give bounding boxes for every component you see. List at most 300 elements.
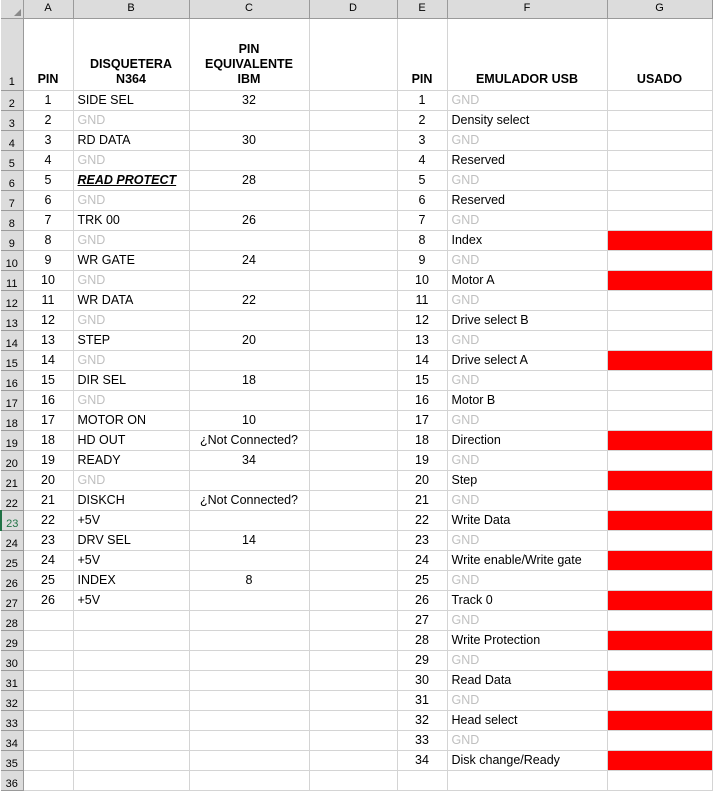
row-header-2[interactable]: 2 <box>1 90 23 110</box>
cell-a34[interactable] <box>23 730 73 750</box>
cell-f36[interactable] <box>447 770 607 790</box>
cell-e22[interactable]: 21 <box>397 490 447 510</box>
table-row[interactable] <box>1 210 712 230</box>
cell-g8[interactable] <box>607 210 712 230</box>
cell-b3[interactable]: GND <box>73 110 189 130</box>
cell-f34[interactable]: GND <box>447 730 607 750</box>
cell-c20[interactable]: 34 <box>189 450 309 470</box>
cell-c36[interactable] <box>189 770 309 790</box>
cell-e11[interactable]: 10 <box>397 270 447 290</box>
table-row[interactable] <box>1 290 712 310</box>
cell-c32[interactable] <box>189 690 309 710</box>
table-row[interactable] <box>1 350 712 370</box>
row-header-16[interactable]: 16 <box>1 370 23 390</box>
table-row[interactable] <box>1 330 712 350</box>
cell-g24[interactable] <box>607 530 712 550</box>
cell-d33[interactable] <box>309 710 397 730</box>
cell-b18[interactable]: MOTOR ON <box>73 410 189 430</box>
cell-a3[interactable]: 2 <box>23 110 73 130</box>
row-header-27[interactable]: 27 <box>1 590 23 610</box>
cell-a36[interactable] <box>23 770 73 790</box>
cell-a23[interactable]: 22 <box>23 510 73 530</box>
row-header-22[interactable]: 22 <box>1 490 23 510</box>
cell-g1[interactable]: USADO <box>607 18 712 90</box>
cell-a8[interactable]: 7 <box>23 210 73 230</box>
cell-e19[interactable]: 18 <box>397 430 447 450</box>
cell-e24[interactable]: 23 <box>397 530 447 550</box>
cell-a27[interactable]: 26 <box>23 590 73 610</box>
cell-f17[interactable]: Motor B <box>447 390 607 410</box>
cell-e1[interactable]: PIN <box>397 18 447 90</box>
cell-b28[interactable] <box>73 610 189 630</box>
table-row[interactable] <box>1 510 712 530</box>
cell-e35[interactable]: 34 <box>397 750 447 770</box>
cell-d28[interactable] <box>309 610 397 630</box>
cell-b15[interactable]: GND <box>73 350 189 370</box>
cell-d23[interactable] <box>309 510 397 530</box>
cell-c10[interactable]: 24 <box>189 250 309 270</box>
cell-e26[interactable]: 25 <box>397 570 447 590</box>
cell-a4[interactable]: 3 <box>23 130 73 150</box>
row-header-10[interactable]: 10 <box>1 250 23 270</box>
cell-e29[interactable]: 28 <box>397 630 447 650</box>
cell-g28[interactable] <box>607 610 712 630</box>
cell-e15[interactable]: 14 <box>397 350 447 370</box>
cell-e9[interactable]: 8 <box>397 230 447 250</box>
cell-a32[interactable] <box>23 690 73 710</box>
column-header-d[interactable]: D <box>309 0 397 18</box>
cell-a10[interactable]: 9 <box>23 250 73 270</box>
cell-f29[interactable]: Write Protection <box>447 630 607 650</box>
cell-b33[interactable] <box>73 710 189 730</box>
table-row[interactable] <box>1 130 712 150</box>
table-row[interactable] <box>1 190 712 210</box>
cell-b1[interactable]: DISQUETERA N364 <box>73 18 189 90</box>
cell-f19[interactable]: Direction <box>447 430 607 450</box>
cell-a33[interactable] <box>23 710 73 730</box>
cell-d36[interactable] <box>309 770 397 790</box>
cell-g5[interactable] <box>607 150 712 170</box>
row-header-23[interactable]: 23 <box>1 510 23 530</box>
cell-c6[interactable]: 28 <box>189 170 309 190</box>
row-header-6[interactable]: 6 <box>1 170 23 190</box>
cell-c14[interactable]: 20 <box>189 330 309 350</box>
cell-f25[interactable]: Write enable/Write gate <box>447 550 607 570</box>
cell-a25[interactable]: 24 <box>23 550 73 570</box>
cell-b23[interactable]: +5V <box>73 510 189 530</box>
row-header-26[interactable]: 26 <box>1 570 23 590</box>
row-header-25[interactable]: 25 <box>1 550 23 570</box>
cell-a9[interactable]: 8 <box>23 230 73 250</box>
cell-b25[interactable]: +5V <box>73 550 189 570</box>
cell-d9[interactable] <box>309 230 397 250</box>
cell-c25[interactable] <box>189 550 309 570</box>
cell-c19[interactable]: ¿Not Connected? <box>189 430 309 450</box>
column-header-c[interactable]: C <box>189 0 309 18</box>
cell-a14[interactable]: 13 <box>23 330 73 350</box>
table-row[interactable] <box>1 310 712 330</box>
cell-f5[interactable]: Reserved <box>447 150 607 170</box>
cell-d21[interactable] <box>309 470 397 490</box>
table-row[interactable] <box>1 250 712 270</box>
cell-d32[interactable] <box>309 690 397 710</box>
cell-a26[interactable]: 25 <box>23 570 73 590</box>
cell-e14[interactable]: 13 <box>397 330 447 350</box>
cell-b11[interactable]: GND <box>73 270 189 290</box>
row-header-19[interactable]: 19 <box>1 430 23 450</box>
cell-c24[interactable]: 14 <box>189 530 309 550</box>
cell-e13[interactable]: 12 <box>397 310 447 330</box>
cell-g19[interactable] <box>607 430 712 450</box>
cell-b31[interactable] <box>73 670 189 690</box>
table-row[interactable] <box>1 610 712 630</box>
cell-c16[interactable]: 18 <box>189 370 309 390</box>
cell-b16[interactable]: DIR SEL <box>73 370 189 390</box>
cell-f21[interactable]: Step <box>447 470 607 490</box>
cell-a1[interactable]: PIN <box>23 18 73 90</box>
cell-b17[interactable]: GND <box>73 390 189 410</box>
cell-d14[interactable] <box>309 330 397 350</box>
cell-e25[interactable]: 24 <box>397 550 447 570</box>
cell-c3[interactable] <box>189 110 309 130</box>
cell-g11[interactable] <box>607 270 712 290</box>
cell-a11[interactable]: 10 <box>23 270 73 290</box>
table-row[interactable] <box>1 590 712 610</box>
row-header-8[interactable]: 8 <box>1 210 23 230</box>
column-header-b[interactable]: B <box>73 0 189 18</box>
row-header-17[interactable]: 17 <box>1 390 23 410</box>
cell-f3[interactable]: Density select <box>447 110 607 130</box>
table-row[interactable] <box>1 530 712 550</box>
cell-d31[interactable] <box>309 670 397 690</box>
row-header-4[interactable]: 4 <box>1 130 23 150</box>
cell-d25[interactable] <box>309 550 397 570</box>
table-row[interactable] <box>1 770 712 790</box>
cell-f31[interactable]: Read Data <box>447 670 607 690</box>
cell-g32[interactable] <box>607 690 712 710</box>
cell-g34[interactable] <box>607 730 712 750</box>
cell-b12[interactable]: WR DATA <box>73 290 189 310</box>
cell-c22[interactable]: ¿Not Connected? <box>189 490 309 510</box>
row-header-12[interactable]: 12 <box>1 290 23 310</box>
cell-g12[interactable] <box>607 290 712 310</box>
cell-e18[interactable]: 17 <box>397 410 447 430</box>
cell-f26[interactable]: GND <box>447 570 607 590</box>
cell-f27[interactable]: Track 0 <box>447 590 607 610</box>
cell-f23[interactable]: Write Data <box>447 510 607 530</box>
column-header-e[interactable]: E <box>397 0 447 18</box>
cell-d29[interactable] <box>309 630 397 650</box>
cell-d26[interactable] <box>309 570 397 590</box>
cell-d27[interactable] <box>309 590 397 610</box>
cell-f9[interactable]: Index <box>447 230 607 250</box>
column-header-f[interactable]: F <box>447 0 607 18</box>
table-row[interactable] <box>1 570 712 590</box>
select-all-corner[interactable] <box>1 0 23 18</box>
cell-e33[interactable]: 32 <box>397 710 447 730</box>
cell-d3[interactable] <box>309 110 397 130</box>
row-header-3[interactable]: 3 <box>1 110 23 130</box>
row-header-34[interactable]: 34 <box>1 730 23 750</box>
cell-a35[interactable] <box>23 750 73 770</box>
cell-g25[interactable] <box>607 550 712 570</box>
cell-g36[interactable] <box>607 770 712 790</box>
cell-a19[interactable]: 18 <box>23 430 73 450</box>
cell-b26[interactable]: INDEX <box>73 570 189 590</box>
cell-e8[interactable]: 7 <box>397 210 447 230</box>
cell-f20[interactable]: GND <box>447 450 607 470</box>
cell-d13[interactable] <box>309 310 397 330</box>
cell-b10[interactable]: WR GATE <box>73 250 189 270</box>
cell-d30[interactable] <box>309 650 397 670</box>
cell-a16[interactable]: 15 <box>23 370 73 390</box>
cell-f8[interactable]: GND <box>447 210 607 230</box>
cell-a24[interactable]: 23 <box>23 530 73 550</box>
cell-d11[interactable] <box>309 270 397 290</box>
cell-g20[interactable] <box>607 450 712 470</box>
cell-b8[interactable]: TRK 00 <box>73 210 189 230</box>
cell-d20[interactable] <box>309 450 397 470</box>
row-header-24[interactable]: 24 <box>1 530 23 550</box>
cell-d16[interactable] <box>309 370 397 390</box>
cell-a28[interactable] <box>23 610 73 630</box>
table-row[interactable] <box>1 110 712 130</box>
cell-c5[interactable] <box>189 150 309 170</box>
cell-d34[interactable] <box>309 730 397 750</box>
cell-a21[interactable]: 20 <box>23 470 73 490</box>
cell-g33[interactable] <box>607 710 712 730</box>
cell-e3[interactable]: 2 <box>397 110 447 130</box>
cell-a2[interactable]: 1 <box>23 90 73 110</box>
cell-g21[interactable] <box>607 470 712 490</box>
cell-b36[interactable] <box>73 770 189 790</box>
cell-f35[interactable]: Disk change/Ready <box>447 750 607 770</box>
cell-g15[interactable] <box>607 350 712 370</box>
cell-c15[interactable] <box>189 350 309 370</box>
cell-g29[interactable] <box>607 630 712 650</box>
cell-c18[interactable]: 10 <box>189 410 309 430</box>
cell-g14[interactable] <box>607 330 712 350</box>
row-header-20[interactable]: 20 <box>1 450 23 470</box>
cell-d19[interactable] <box>309 430 397 450</box>
table-row[interactable] <box>1 270 712 290</box>
cell-g9[interactable] <box>607 230 712 250</box>
row-header-18[interactable]: 18 <box>1 410 23 430</box>
cell-c8[interactable]: 26 <box>189 210 309 230</box>
cell-c17[interactable] <box>189 390 309 410</box>
table-row[interactable] <box>1 430 712 450</box>
cell-b29[interactable] <box>73 630 189 650</box>
cell-d5[interactable] <box>309 150 397 170</box>
cell-g6[interactable] <box>607 170 712 190</box>
cell-c2[interactable]: 32 <box>189 90 309 110</box>
cell-c11[interactable] <box>189 270 309 290</box>
cell-a15[interactable]: 14 <box>23 350 73 370</box>
row-header-15[interactable]: 15 <box>1 350 23 370</box>
cell-c26[interactable]: 8 <box>189 570 309 590</box>
cell-e21[interactable]: 20 <box>397 470 447 490</box>
cell-b30[interactable] <box>73 650 189 670</box>
cell-a18[interactable]: 17 <box>23 410 73 430</box>
cell-f14[interactable]: GND <box>447 330 607 350</box>
row-header-29[interactable]: 29 <box>1 630 23 650</box>
cell-f2[interactable]: GND <box>447 90 607 110</box>
cell-e30[interactable]: 29 <box>397 650 447 670</box>
cell-f1[interactable]: EMULADOR USB <box>447 18 607 90</box>
row-header-7[interactable]: 7 <box>1 190 23 210</box>
row-header-11[interactable]: 11 <box>1 270 23 290</box>
cell-c30[interactable] <box>189 650 309 670</box>
table-row[interactable] <box>1 750 712 770</box>
cell-d8[interactable] <box>309 210 397 230</box>
row-header-9[interactable]: 9 <box>1 230 23 250</box>
table-row[interactable] <box>1 650 712 670</box>
cell-f12[interactable]: GND <box>447 290 607 310</box>
cell-g23[interactable] <box>607 510 712 530</box>
cell-f11[interactable]: Motor A <box>447 270 607 290</box>
row-header-1[interactable]: 1 <box>1 18 23 90</box>
table-row[interactable] <box>1 90 712 110</box>
cell-a20[interactable]: 19 <box>23 450 73 470</box>
cell-f4[interactable]: GND <box>447 130 607 150</box>
cell-e23[interactable]: 22 <box>397 510 447 530</box>
cell-e16[interactable]: 15 <box>397 370 447 390</box>
cell-g31[interactable] <box>607 670 712 690</box>
row-header-21[interactable]: 21 <box>1 470 23 490</box>
cell-c23[interactable] <box>189 510 309 530</box>
column-header-a[interactable]: A <box>23 0 73 18</box>
cell-e36[interactable] <box>397 770 447 790</box>
cell-f30[interactable]: GND <box>447 650 607 670</box>
cell-b24[interactable]: DRV SEL <box>73 530 189 550</box>
cell-b22[interactable]: DISKCH <box>73 490 189 510</box>
cell-a30[interactable] <box>23 650 73 670</box>
cell-e31[interactable]: 30 <box>397 670 447 690</box>
cell-f6[interactable]: GND <box>447 170 607 190</box>
row-header-30[interactable]: 30 <box>1 650 23 670</box>
row-header-36[interactable]: 36 <box>1 770 23 790</box>
cell-g13[interactable] <box>607 310 712 330</box>
column-header-g[interactable]: G <box>607 0 712 18</box>
cell-c31[interactable] <box>189 670 309 690</box>
table-row[interactable] <box>1 670 712 690</box>
cell-b14[interactable]: STEP <box>73 330 189 350</box>
cell-c12[interactable]: 22 <box>189 290 309 310</box>
cell-d24[interactable] <box>309 530 397 550</box>
row-header-28[interactable]: 28 <box>1 610 23 630</box>
cell-e7[interactable]: 6 <box>397 190 447 210</box>
cell-d17[interactable] <box>309 390 397 410</box>
table-row[interactable] <box>1 690 712 710</box>
table-row[interactable] <box>1 170 712 190</box>
cell-f16[interactable]: GND <box>447 370 607 390</box>
cell-d15[interactable] <box>309 350 397 370</box>
cell-c27[interactable] <box>189 590 309 610</box>
cell-g17[interactable] <box>607 390 712 410</box>
cell-b5[interactable]: GND <box>73 150 189 170</box>
table-row[interactable] <box>1 630 712 650</box>
cell-g2[interactable] <box>607 90 712 110</box>
table-row[interactable] <box>1 450 712 470</box>
table-row[interactable] <box>1 370 712 390</box>
table-row[interactable] <box>1 710 712 730</box>
cell-d2[interactable] <box>309 90 397 110</box>
cell-g3[interactable] <box>607 110 712 130</box>
cell-d6[interactable] <box>309 170 397 190</box>
row-header-14[interactable]: 14 <box>1 330 23 350</box>
cell-e17[interactable]: 16 <box>397 390 447 410</box>
row-header-33[interactable]: 33 <box>1 710 23 730</box>
cell-f7[interactable]: Reserved <box>447 190 607 210</box>
cell-a29[interactable] <box>23 630 73 650</box>
cell-e20[interactable]: 19 <box>397 450 447 470</box>
cell-g16[interactable] <box>607 370 712 390</box>
cell-c21[interactable] <box>189 470 309 490</box>
table-row[interactable] <box>1 490 712 510</box>
cell-b27[interactable]: +5V <box>73 590 189 610</box>
cell-b13[interactable]: GND <box>73 310 189 330</box>
cell-c35[interactable] <box>189 750 309 770</box>
cell-b34[interactable] <box>73 730 189 750</box>
cell-b20[interactable]: READY <box>73 450 189 470</box>
cell-b2[interactable]: SIDE SEL <box>73 90 189 110</box>
cell-f28[interactable]: GND <box>447 610 607 630</box>
cell-a12[interactable]: 11 <box>23 290 73 310</box>
cell-f22[interactable]: GND <box>447 490 607 510</box>
cell-c33[interactable] <box>189 710 309 730</box>
cell-b6[interactable]: READ PROTECT <box>73 170 189 190</box>
table-row[interactable] <box>1 550 712 570</box>
cell-a31[interactable] <box>23 670 73 690</box>
cell-e12[interactable]: 11 <box>397 290 447 310</box>
cell-g27[interactable] <box>607 590 712 610</box>
cell-d18[interactable] <box>309 410 397 430</box>
cell-d12[interactable] <box>309 290 397 310</box>
cell-c1[interactable]: PIN EQUIVALENTE IBM <box>189 18 309 90</box>
cell-f32[interactable]: GND <box>447 690 607 710</box>
cell-f18[interactable]: GND <box>447 410 607 430</box>
cell-g18[interactable] <box>607 410 712 430</box>
row-header-31[interactable]: 31 <box>1 670 23 690</box>
cell-e5[interactable]: 4 <box>397 150 447 170</box>
header-band-row[interactable] <box>1 18 712 90</box>
cell-f24[interactable]: GND <box>447 530 607 550</box>
cell-c29[interactable] <box>189 630 309 650</box>
cell-c34[interactable] <box>189 730 309 750</box>
cell-b32[interactable] <box>73 690 189 710</box>
cell-d7[interactable] <box>309 190 397 210</box>
cell-g4[interactable] <box>607 130 712 150</box>
cell-g35[interactable] <box>607 750 712 770</box>
cell-d1[interactable] <box>309 18 397 90</box>
cell-e28[interactable]: 27 <box>397 610 447 630</box>
cell-a22[interactable]: 21 <box>23 490 73 510</box>
cell-g30[interactable] <box>607 650 712 670</box>
row-header-5[interactable]: 5 <box>1 150 23 170</box>
row-header-13[interactable]: 13 <box>1 310 23 330</box>
cell-e2[interactable]: 1 <box>397 90 447 110</box>
cell-d10[interactable] <box>309 250 397 270</box>
table-row[interactable] <box>1 470 712 490</box>
cell-f33[interactable]: Head select <box>447 710 607 730</box>
cell-g26[interactable] <box>607 570 712 590</box>
cell-a5[interactable]: 4 <box>23 150 73 170</box>
cell-b35[interactable] <box>73 750 189 770</box>
cell-d22[interactable] <box>309 490 397 510</box>
table-row[interactable] <box>1 390 712 410</box>
cell-c13[interactable] <box>189 310 309 330</box>
cell-b19[interactable]: HD OUT <box>73 430 189 450</box>
